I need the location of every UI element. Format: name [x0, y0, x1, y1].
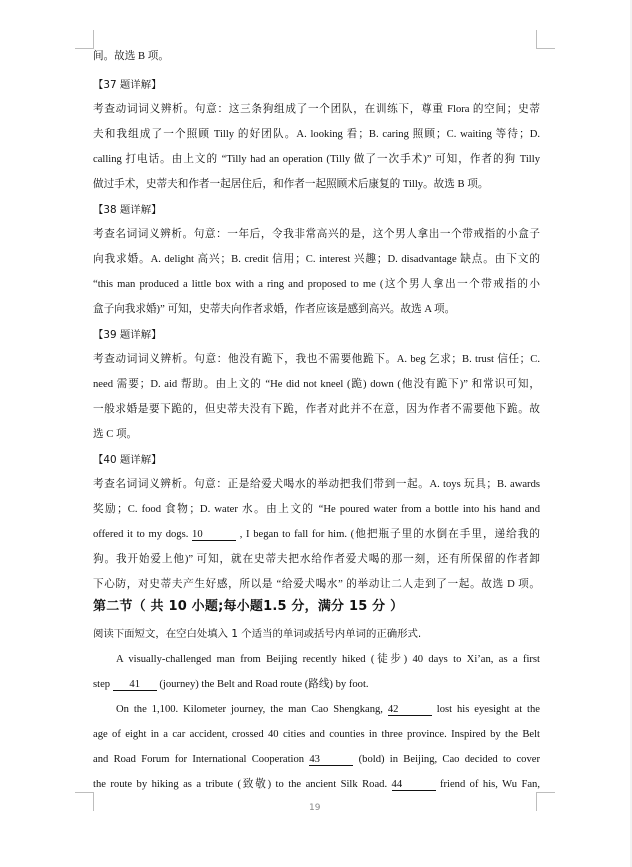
- crop-mark-bottom-left: [75, 792, 94, 811]
- explanation-line: 奖励；C. food 食物；D. water 水。由上文的 “He poured water from a bottle into his hand and: [93, 504, 540, 515]
- text-span: , I began to fall for him. (他把瓶子里的水倒在手里，递给我的: [236, 529, 540, 540]
- text-span: and Road Forum for International Cooperation: [93, 754, 310, 765]
- explanation-line: 下心防，对史蒂夫产生好感，所以是 “给爱犬喝水” 的举动让二人走到了一起。故选 D 项。: [93, 579, 540, 590]
- explanation-line: 做过手术，史蒂夫和作者一起居住后，和作者一起照顾术后康复的 Tilly。故选 B 项。: [93, 179, 489, 190]
- question-label: 【40 题详解】: [93, 454, 162, 466]
- explanation-line: 一般求婚是要下跪的，但史蒂夫没有下跪，作者对此并不在意，因为作者不需要他下跪。故: [93, 404, 540, 415]
- explanation-line-offered: [93, 528, 540, 542]
- text-span: step: [93, 679, 113, 690]
- blank-43[interactable]: 43: [309, 754, 353, 766]
- text-span: friend of his, Wu Fan,: [435, 779, 540, 790]
- explanation-line: 狗。我开始爱上他)” 可知，就在史蒂夫把水给作者爱犬喝的那一刻，还有所保留的作者卸: [93, 554, 540, 565]
- blank-41[interactable]: 41: [113, 679, 157, 691]
- text-span: lost his eyesight at the: [431, 704, 540, 715]
- blank-44[interactable]: 44: [392, 779, 436, 791]
- text-span: the route by hiking as a tribute (致敬) to the ancient Silk Road.: [93, 779, 392, 790]
- question-label: 【37 题详解】: [93, 79, 162, 91]
- blank-42[interactable]: 42: [388, 704, 432, 716]
- section-instruction: 阅读下面短文，在空白处填入 1 个适当的单词或括号内单词的正确形式.: [93, 628, 422, 640]
- text-span: On the 1,100. Kilometer journey, the man Cao Shengkang,: [116, 704, 388, 715]
- passage-line: [116, 703, 540, 717]
- text-span: (journey) the Belt and Road route (路线) by foot.: [156, 679, 369, 690]
- explanation-line: “this man produced a little box with a ring and proposed to me (这个男人拿出一个带戒指的小: [93, 279, 540, 290]
- explanation-line: 间。故选 B 项。: [93, 51, 169, 62]
- passage-line: [93, 753, 540, 767]
- passage-line: A visually-challenged man from Beijing recently hiked (徒步) 40 days to Xi’an, as a first: [116, 654, 540, 665]
- passage-line: [93, 778, 540, 792]
- explanation-line: 考查动词词义辨析。句意：这三条狗组成了一个团队，在训练下，尊重 Flora 的空间；史蒂: [93, 104, 540, 115]
- question-label: 【39 题详解】: [93, 329, 162, 341]
- crop-mark-bottom-right: [536, 792, 555, 811]
- explanation-line: 考查名词词义辨析。句意：正是给爱犬喝水的举动把我们带到一起。A. toys 玩具；B. awards: [93, 479, 540, 490]
- section-heading: 第二节（ 共 10 小题;每小题1.5 分，满分 15 分 ）: [93, 599, 404, 614]
- passage-line: [93, 678, 540, 692]
- explanation-line: calling 打电话。由上文的 “Tilly had an operation (Tilly 做了一次手术)” 可知，作者的狗 Tilly: [93, 154, 540, 165]
- text-span: offered it to my dogs.: [93, 529, 193, 540]
- page-number: 19: [309, 803, 321, 813]
- crop-mark-top-left: [75, 30, 94, 49]
- passage-line: age of eight in a car accident, crossed 40 cities and counties in three province. Inspired by the Belt: [93, 729, 540, 740]
- crop-mark-top-right: [536, 30, 555, 49]
- explanation-line: 盒子向我求婚)” 可知，史蒂夫向作者求婚，作者应该是感到高兴。故选 A 项。: [93, 304, 456, 315]
- explanation-line: 考查动词词义辨析。句意：他没有跪下，我也不需要他跪下。A. beg 乞求；B. trust 信任；C.: [93, 354, 540, 365]
- explanation-line: 向我求婚。A. delight 高兴；B. credit 信用；C. interest 兴趣；D. disadvantage 缺点。由下文的: [93, 254, 540, 265]
- explanation-line: need 需要；D. aid 帮助。由上文的 “He did not kneel (跪) down (他没有跪下)” 和常识可知，: [93, 379, 540, 390]
- explanation-line: 选 C 项。: [93, 429, 138, 440]
- explanation-line: 考查名词词义辨析。句意：一年后，令我非常高兴的是，这个男人拿出一个带戒指的小盒子: [93, 229, 540, 240]
- explanation-line: 夫和我组成了一个照顾 Tilly 的好团队。A. looking 看；B. caring 照顾；C. waiting 等待；D.: [93, 129, 540, 140]
- question-label: 【38 题详解】: [93, 204, 162, 216]
- text-span: (bold) in Beijing, Cao decided to cover: [353, 754, 540, 765]
- blank-10: 10: [192, 529, 236, 541]
